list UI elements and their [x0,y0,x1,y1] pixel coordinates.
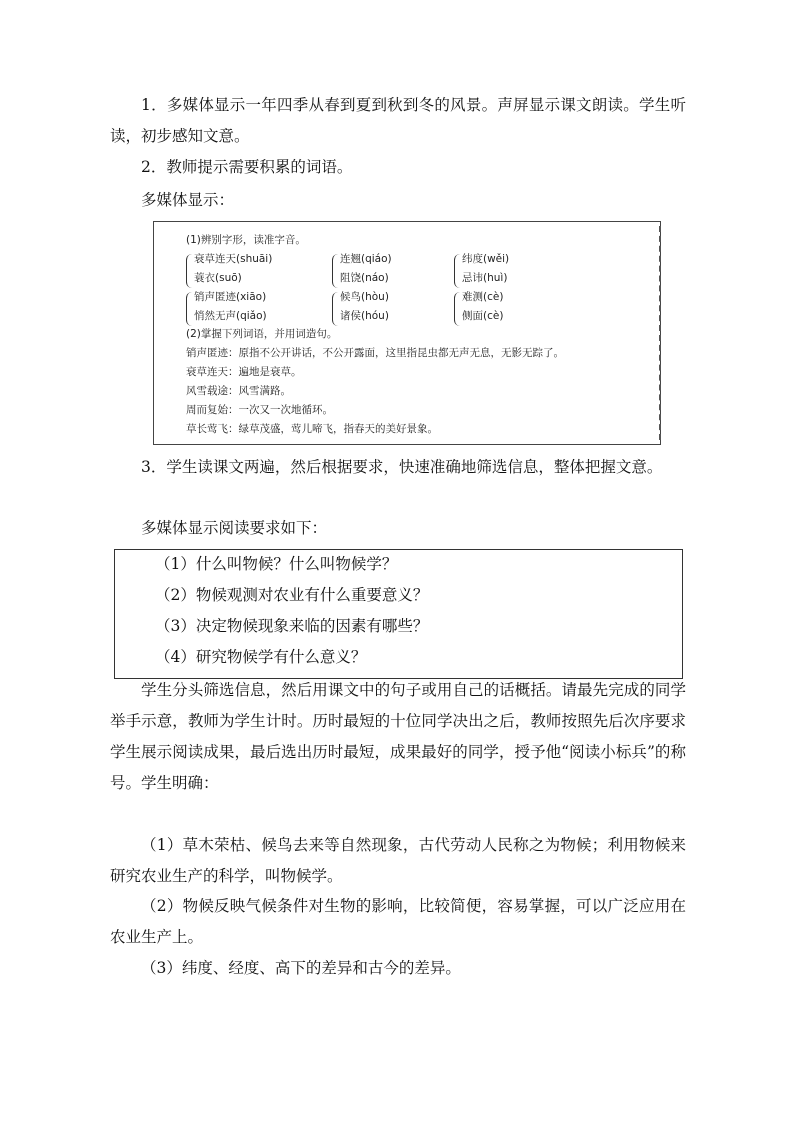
paragraph-media-display: 多媒体显示： [141,191,235,209]
word-item: 衰草连天(shuāi) [194,253,273,265]
brace-icon [454,292,461,326]
reading-requirements-box [114,549,683,679]
definition-line: 周而复始：一次又一次地循环。 [186,404,333,416]
paragraph-student-activity: 学生分头筛选信息，然后用课文中的句子或用自己的话概括。请最先完成的同学举手示意，教师为学生计时。历时最短的十位同学决出之后，教师按照先后次序要求学生展示阅读成果，最后选出历时最短，成果最好的同学，授予他“阅读小标兵”的称号。 [110,681,686,792]
paragraph-student-clarify: 学生明确： [141,774,219,792]
brace-icon [186,292,193,326]
brace-icon [454,254,461,288]
answer-3: （3）纬度、经度、高下的差异和古今的差异。 [141,959,461,977]
paragraph-step-2: 2．教师提示需要积累的词语。 [141,158,353,176]
dashed-border [659,226,661,440]
word-pair [340,290,465,328]
paragraph-reading-requirements: 多媒体显示阅读要求如下： [141,519,328,537]
word-pair [194,252,319,290]
answer-1: （1）草木荣枯、候鸟去来等自然现象，古代劳动人民称之为物候；利用物候来研究农业生产的科学，叫物候学。 [110,836,686,885]
word-item: 纬度(wěi) [462,253,510,265]
answer-2: （2）物候反映气候条件对生物的影响，比较简便，容易掌握，可以广泛应用在农业生产上。 [110,897,686,946]
paragraph-step-3: 3．学生读课文两遍，然后根据要求，快速准确地筛选信息，整体把握文意。 [141,458,663,476]
brace-icon [332,254,339,288]
requirement-item: （3）决定物候现象来临的因素有哪些？ [155,617,429,635]
vocab-heading-2: (2)掌握下列词语，并用词造句。 [186,328,338,340]
word-pair [462,252,587,290]
brace-icon [186,254,193,288]
definition-line: 销声匿迹：原指不公开讲话，不公开露面，这里指昆虫都无声无息，无影无踪了。 [186,347,564,359]
word-item: 侧面(cè) [462,310,504,322]
word-pair [462,290,587,328]
word-item: 阻饶(náo) [340,272,389,284]
definition-line: 草长莺飞：绿草茂盛，莺儿啼飞，指春天的美好景象。 [186,423,438,435]
vocab-heading-1: (1)辨别字形，读准字音。 [186,234,306,246]
word-item: 忌讳(huì) [462,272,508,284]
word-item: 难测(cè) [462,291,504,303]
word-item: 蓑衣(suō) [194,272,242,284]
word-item: 诸侯(hóu) [340,310,389,322]
requirement-item: （1）什么叫物候？什么叫物候学？ [155,555,398,573]
requirement-item: （2）物候观测对农业有什么重要意义？ [155,586,429,604]
word-item: 销声匿迹(xiāo) [194,291,267,303]
brace-icon [332,292,339,326]
word-item: 悄然无声(qiǎo) [194,310,267,322]
word-item: 候鸟(hòu) [340,291,389,303]
word-pair [194,290,319,328]
definition-line: 风雪载途：风雪满路。 [186,385,291,397]
requirement-item: （4）研究物候学有什么意义？ [155,648,367,666]
word-pair [340,252,465,290]
definition-line: 衰草连天：遍地是衰草。 [186,366,302,378]
word-item: 连翘(qiáo) [340,253,392,265]
paragraph-step-1: 1．多媒体显示一年四季从春到夏到秋到冬的风景。声屏显示课文朗读。学生听读，初步感知文意。 [110,96,686,145]
vocabulary-media-panel [153,221,661,445]
